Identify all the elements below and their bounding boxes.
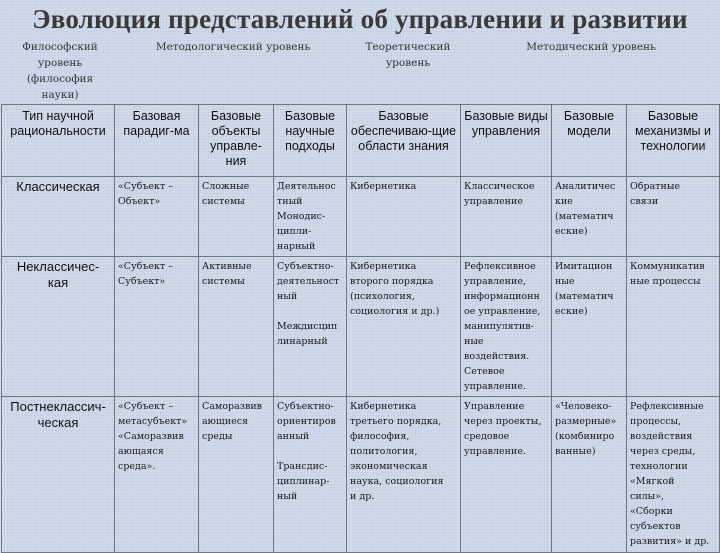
page-title: Эволюция представлений об управлении и развитии <box>32 4 688 34</box>
cell-text: Имитацион ные (математич eские) <box>555 261 614 317</box>
cell-models <box>552 257 627 397</box>
spacer <box>277 304 343 319</box>
cell-text: Коммуникатив ные процессы <box>630 261 705 287</box>
cell-paradigm <box>115 397 199 553</box>
cell-knowledge <box>347 177 461 257</box>
cell-management <box>461 177 552 257</box>
row-label-text: Классическая <box>16 179 100 194</box>
cell-text: Кибернетика второго порядка (психология, социология и др.) <box>350 261 440 317</box>
cell-text: Саморазвив ающиеся среды <box>202 401 262 442</box>
table-row <box>2 397 720 553</box>
cell-text: Кибернетика <box>350 181 417 192</box>
cell-mechanisms <box>627 177 720 257</box>
spacer <box>277 444 343 459</box>
cell-text: «Человеко- размерные» (комбиниро ванные) <box>555 401 617 457</box>
row-label-text: Постнеклассич- ческая <box>10 399 106 430</box>
level-theoretical <box>350 39 466 71</box>
cell-text: Активные системы <box>202 261 252 287</box>
level-philosophical <box>4 39 116 103</box>
col-header-approaches: Базовые научные подходы <box>274 105 347 177</box>
cell-text: Обратные связи <box>630 181 681 207</box>
row-label-classical <box>2 177 115 257</box>
col-header-paradigm: Базовая парадиг-ма <box>115 105 199 177</box>
cell-paradigm <box>115 257 199 397</box>
cell-text: «Субъект – Объект» <box>118 181 174 207</box>
col-header-knowledge: Базовые обеспечиваю-щие области знания <box>347 105 461 177</box>
cell-objects <box>199 397 274 553</box>
col-header-models: Базовые модели <box>552 105 627 177</box>
cell-management <box>461 257 552 397</box>
cell-objects <box>199 257 274 397</box>
cell-text: Аналитичес кие (математич eские) <box>555 181 616 237</box>
col-header-objects: Базовые объекты управле-ния <box>199 105 274 177</box>
cell-models <box>552 397 627 553</box>
cell-mechanisms <box>627 257 720 397</box>
cell-text: Классическое управление <box>464 181 535 207</box>
level-methodological-label: Методологический уровень <box>155 41 311 53</box>
table-row <box>2 177 720 257</box>
cell-text: Рефлексивное управление, информационн ое управление, манипулятив- ные воздействия. Сетевое управление. <box>464 261 541 392</box>
row-label-text: Неклассичес- кая <box>16 259 100 290</box>
cell-text: Управление через проекты, средовое управление. <box>464 401 542 457</box>
col-header-management: Базовые виды управления <box>461 105 552 177</box>
evolution-table <box>1 104 720 553</box>
cell-text: Сложные системы <box>202 181 250 207</box>
row-label-postnonclassical <box>2 397 115 553</box>
level-philosophical-label: Философский уровень (философия науки) <box>22 41 98 101</box>
cell-text: Субъектно- ориентиров анный <box>277 401 336 442</box>
level-methodical <box>466 39 716 55</box>
cell-text: Рефлексивные процессы, воздействия через среды, технологии «Мягкой силы», «Сборки субъектов развития» и др. <box>630 401 710 547</box>
cell-objects <box>199 177 274 257</box>
level-methodical-label: Методический уровень <box>526 41 656 53</box>
cell-management <box>461 397 552 553</box>
cell-text-extra: Междисцип линарный <box>277 321 338 347</box>
cell-models <box>552 177 627 257</box>
cell-text: Субъектно- деятельност ный <box>277 261 340 302</box>
level-methodological <box>117 39 349 55</box>
cell-text: Деятельнос тный Монодис- ципли- нарный <box>277 181 336 252</box>
level-theoretical-label: Теоретический уровень <box>365 41 451 69</box>
cell-knowledge <box>347 257 461 397</box>
cell-text: Кибернетика третьего порядка, философия, политология, экономическая наука, социология и др. <box>350 401 444 502</box>
cell-mechanisms <box>627 397 720 553</box>
cell-approaches <box>274 177 347 257</box>
cell-text: «Субъект – Субъект» <box>118 261 174 287</box>
header-row <box>2 105 720 177</box>
cell-paradigm <box>115 177 199 257</box>
table-row <box>2 257 720 397</box>
col-header-mechanisms: Базовые механизмы и технологии <box>627 105 720 177</box>
cell-approaches <box>274 397 347 553</box>
cell-approaches <box>274 257 347 397</box>
col-header-rationality: Тип научной рациональности <box>2 105 115 177</box>
cell-knowledge <box>347 397 461 553</box>
cell-text: «Субъект – метасубъект» «Саморазвив ающаяся среда». <box>118 401 188 472</box>
cell-text-extra: Трансдис- циплинар- ный <box>277 461 330 502</box>
row-label-nonclassical <box>2 257 115 397</box>
